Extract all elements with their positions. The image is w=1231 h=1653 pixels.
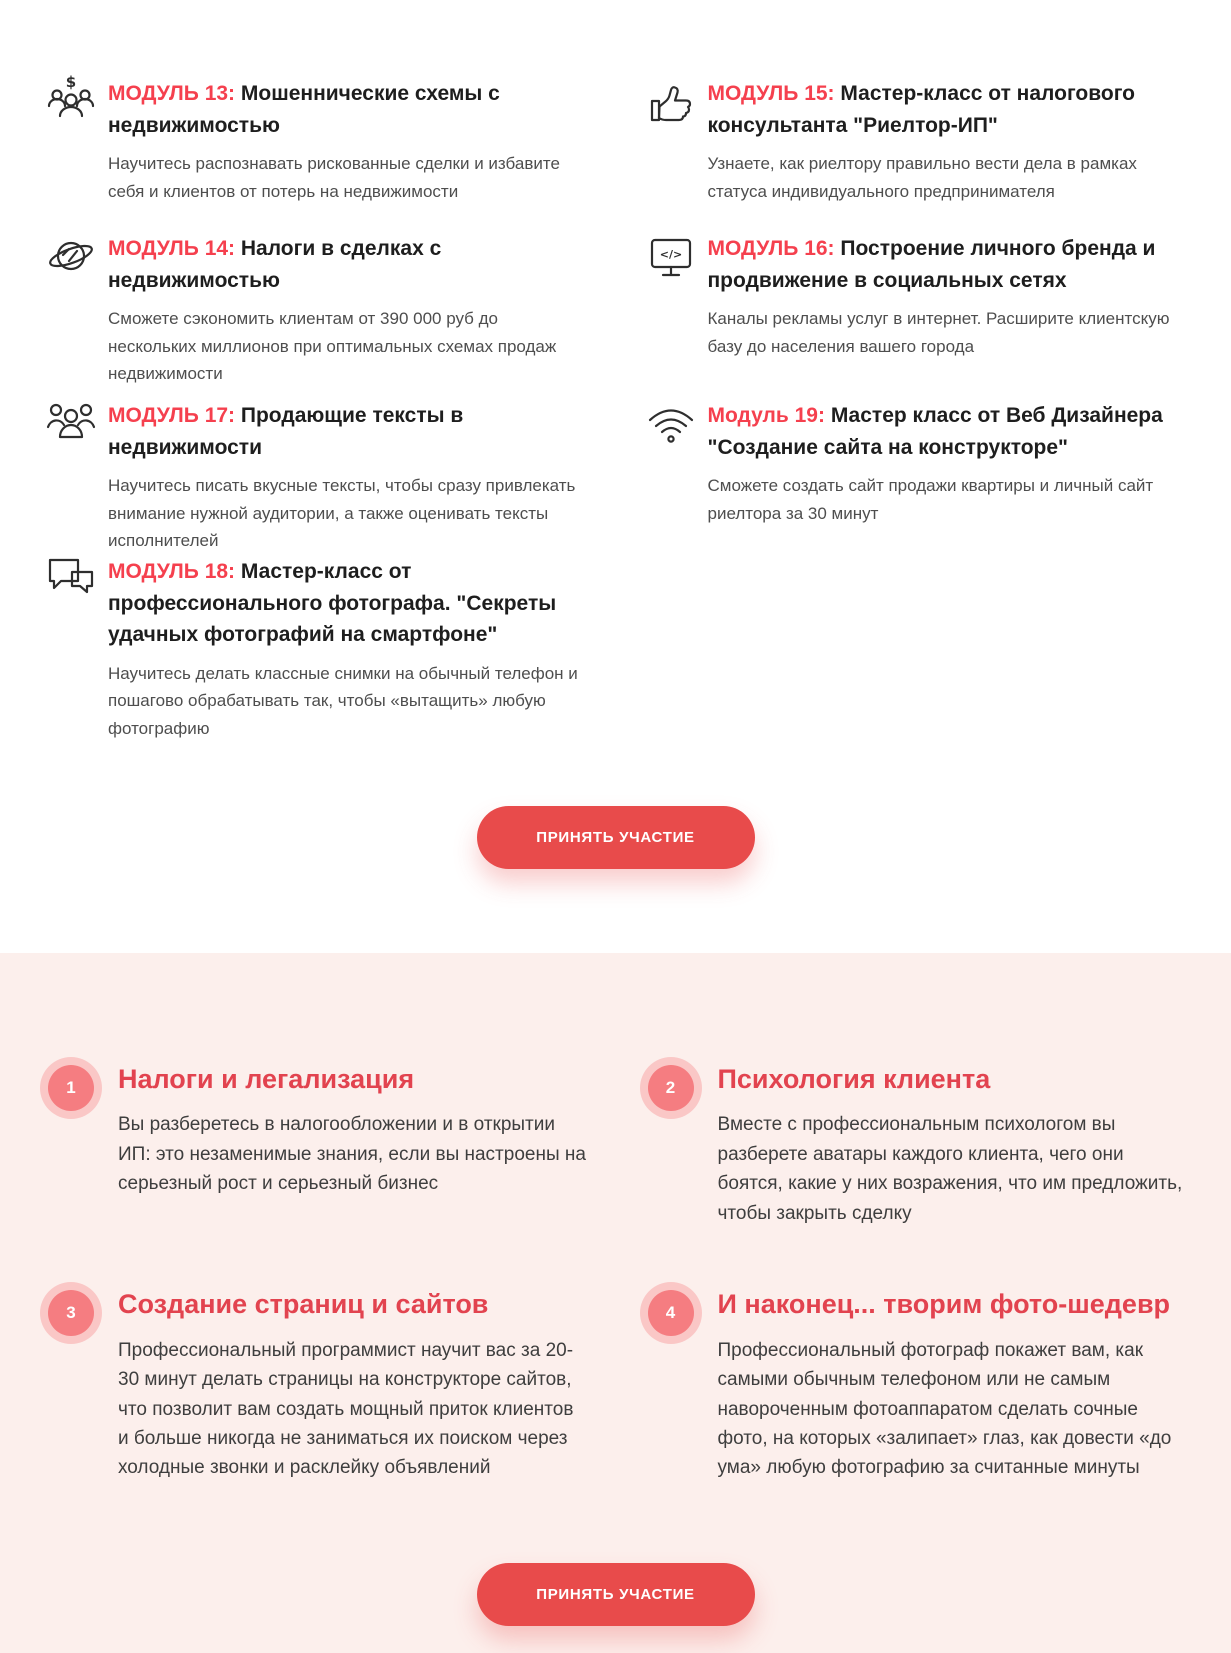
join-button-top[interactable]: ПРИНЯТЬ УЧАСТИЕ	[477, 806, 755, 869]
feature-title: Создание страниц и сайтов	[118, 1289, 489, 1320]
module-number-label: МОДУЛЬ 18:	[108, 560, 236, 583]
feature-title: Психология клиента	[717, 1064, 991, 1095]
people-group-icon	[44, 396, 98, 450]
module-content	[108, 233, 588, 388]
module-card-16	[644, 233, 1188, 360]
module-number-label: МОДУЛЬ 14:	[108, 237, 236, 260]
features-grid	[44, 1063, 1187, 1483]
module-title-text: Налоги в сделках с недвижимостью	[108, 237, 442, 292]
module-content	[708, 233, 1188, 360]
feature-number-badge: 3	[48, 1290, 94, 1336]
module-description: Научитесь делать классные снимки на обычный телефон и пошагово обрабатывать так, чтобы «вытащить» любую фотографию	[108, 663, 578, 738]
orbit-sphere-icon	[44, 229, 98, 283]
module-content	[108, 556, 588, 742]
feature-item-2	[644, 1063, 1188, 1228]
feature-content	[118, 1288, 588, 1483]
module-card-18	[44, 556, 588, 742]
module-card-15	[644, 78, 1188, 205]
module-title-text: Мастер-класс от налогового консультанта "Риелтор-ИП"	[707, 82, 1135, 137]
feature-number-badge: 2	[648, 1065, 694, 1111]
module-title	[708, 400, 1188, 463]
feature-item-4	[644, 1288, 1188, 1483]
module-description: Научитесь распознавать рискованные сделки и избавите себя и клиентов от потерь на недвижимости	[108, 154, 560, 201]
feature-item-3	[44, 1288, 588, 1483]
module-card-14	[44, 233, 588, 388]
feature-item-1	[44, 1063, 588, 1199]
svg-text:$: $	[65, 74, 77, 91]
bottom-cta-row	[44, 1563, 1187, 1653]
feature-description: Вы разберетесь в налогообложении и в открытии ИП: это незаменимые знания, если вы настроены на серьезный рост и серьезный бизнес	[118, 1114, 586, 1195]
module-description: Узнаете, как риелтору правильно вести дела в рамках статуса индивидуального предпринимателя	[707, 154, 1137, 201]
module-number-label: МОДУЛЬ 13:	[108, 82, 236, 105]
svg-text:</>: </>	[659, 248, 682, 261]
modules-grid	[44, 74, 1187, 742]
module-title	[108, 78, 588, 141]
top-cta-row	[44, 806, 1187, 869]
feature-title: Налоги и легализация	[118, 1064, 415, 1095]
join-button-bottom[interactable]: ПРИНЯТЬ УЧАСТИЕ	[477, 1563, 755, 1626]
feature-description: Профессиональный фотограф покажет вам, как самыми обычным телефоном или не самым навороченным фотоаппаратом сделать сочные фото, на которых «залипает» глаз, как довести «до ума» любую фотографию за считанные минуты	[717, 1339, 1172, 1479]
module-title-text: Мастер-класс от профессионального фотографа. "Секреты удачных фотографий на смартфоне"	[108, 560, 557, 646]
module-title-text: Мастер класс от Веб Дизайнера "Создание сайта на конструкторе"	[707, 404, 1163, 459]
feature-description: Профессиональный программист научит вас за 20-30 минут делать страницы на конструкторе сайтов, что позволит вам создать мощный приток клиентов и больше никогда не заниматься их поиском через холодные звонки и расклейку объявлений	[118, 1339, 574, 1479]
module-title	[108, 233, 588, 296]
module-description: Сможете сэкономить клиентам от 390 000 руб до нескольких миллионов при оптимальных схемах продаж недвижимости	[108, 309, 557, 384]
module-description: Сможете создать сайт продажи квартиры и личный сайт риелтора за 30 минут	[707, 476, 1154, 523]
module-title	[708, 78, 1188, 141]
module-title	[108, 400, 588, 463]
module-content	[708, 400, 1188, 527]
thumbs-up-icon	[644, 74, 698, 128]
feature-number-badge: 1	[48, 1065, 94, 1111]
module-title	[108, 556, 588, 651]
feature-content	[118, 1063, 588, 1199]
module-content	[108, 400, 588, 555]
module-card-13	[44, 74, 588, 205]
module-title	[708, 233, 1188, 296]
feature-number-badge: 4	[648, 1290, 694, 1336]
program-section	[0, 953, 1231, 1653]
module-card-17	[44, 400, 588, 555]
feature-content	[718, 1063, 1188, 1228]
feature-description: Вместе с профессиональным психологом вы разберете аватары каждого клиента, чего они боятся, какие у них возражения, что им предложить, чтобы закрыть сделку	[717, 1114, 1183, 1224]
module-content	[108, 78, 588, 205]
module-number-label: МОДУЛЬ 16:	[707, 237, 835, 260]
module-title-text: Продающие тексты в недвижимости	[108, 404, 464, 459]
module-content	[708, 78, 1188, 205]
module-card-19	[644, 400, 1188, 527]
module-description: Каналы рекламы услуг в интернет. Расширите клиентскую базу до населения вашего города	[707, 309, 1170, 356]
module-number-label: Модуль 19:	[707, 404, 825, 427]
wifi-icon	[644, 396, 698, 450]
monitor-code-icon	[644, 229, 698, 283]
module-description: Научитесь писать вкусные тексты, чтобы сразу привлекать внимание нужной аудитории, а также оценивать тексты исполнителей	[108, 476, 576, 551]
module-title-text: Построение личного бренда и продвижение в социальных сетях	[707, 237, 1156, 292]
module-number-label: МОДУЛЬ 17:	[108, 404, 236, 427]
people-dollar-icon	[44, 74, 98, 128]
module-title-text: Мошеннические схемы с недвижимостью	[108, 82, 500, 137]
feature-content	[718, 1288, 1188, 1483]
module-number-label: МОДУЛЬ 15:	[707, 82, 835, 105]
feature-title: И наконец... творим фото-шедевр	[717, 1289, 1171, 1320]
chat-bubbles-icon	[44, 552, 98, 606]
